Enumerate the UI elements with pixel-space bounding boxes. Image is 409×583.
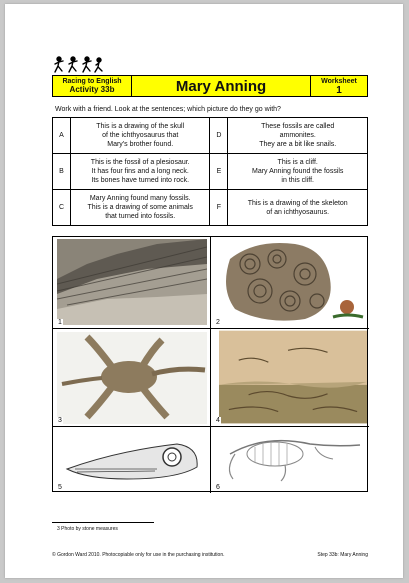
picture-grid bbox=[52, 236, 368, 492]
sentence-table bbox=[52, 117, 368, 226]
plesiosaur-image bbox=[57, 332, 207, 424]
sentence-line: This is the fossil of a plesiosaur. bbox=[90, 159, 190, 166]
picture-sea-scene bbox=[211, 329, 369, 427]
picture-number: 6 bbox=[216, 484, 220, 491]
sentence-line: in this cliff. bbox=[281, 177, 314, 184]
picture-ammonites bbox=[211, 237, 369, 329]
sentence-line: Mary Anning found many fossils. bbox=[89, 195, 191, 202]
instruction-text: Work with a friend. Look at the sentences; which picture do they go with? bbox=[55, 106, 281, 113]
sentence-line: of the ichthyosaurus that bbox=[102, 132, 179, 139]
sentence-text bbox=[228, 190, 368, 226]
sentence-line: These fossils are called bbox=[261, 123, 335, 130]
table-row bbox=[53, 190, 368, 226]
sentence-line: This is a cliff. bbox=[277, 159, 318, 166]
picture-cliff bbox=[53, 237, 211, 329]
sentence-text bbox=[70, 154, 210, 190]
page-title: Mary Anning bbox=[132, 76, 311, 96]
sentence-line: of an ichthyosaurus. bbox=[266, 208, 330, 216]
sentence-text bbox=[70, 118, 210, 154]
cliff-image bbox=[57, 239, 207, 325]
sentence-line: Mary Anning found the fossils bbox=[251, 168, 344, 175]
picture-number: 3 bbox=[58, 417, 62, 424]
worksheet-number: 1 bbox=[336, 85, 342, 96]
course-name: Racing to English bbox=[62, 78, 122, 85]
sea-scene-image bbox=[219, 330, 367, 424]
sentence-letter: C bbox=[53, 190, 71, 226]
sentence-letter: B bbox=[53, 154, 71, 190]
footnote-text: 3 Photo by stone measures bbox=[57, 526, 118, 532]
worksheet-info bbox=[311, 76, 367, 96]
picture-number: 2 bbox=[216, 319, 220, 326]
worksheet-page bbox=[5, 4, 403, 578]
sentence-line: It has four fins and a long neck. bbox=[91, 168, 189, 175]
picture-number: 4 bbox=[216, 417, 220, 424]
running-figures-logo bbox=[53, 56, 103, 74]
copyright-text: © Gordon Ward 2010. Photocopiable only for use in the purchasing institution. bbox=[52, 552, 225, 558]
sentence-line: This is a drawing of the skull bbox=[96, 123, 185, 130]
footer-step-label: Step 33b: Mary Anning bbox=[317, 552, 368, 558]
sentence-letter: E bbox=[210, 154, 228, 190]
page-footer bbox=[52, 552, 368, 558]
skull-image bbox=[57, 429, 207, 491]
footnote-divider bbox=[52, 522, 154, 523]
worksheet-header bbox=[52, 75, 368, 97]
sentence-letter: D bbox=[210, 118, 228, 154]
sentence-text bbox=[228, 154, 368, 190]
sentence-letter: F bbox=[210, 190, 228, 226]
sentence-text bbox=[70, 190, 210, 226]
picture-skeleton bbox=[211, 427, 369, 493]
worksheet-label: Worksheet bbox=[321, 78, 357, 85]
sentence-line: that turned into fossils. bbox=[105, 213, 176, 220]
sentence-text bbox=[228, 118, 368, 154]
table-row bbox=[53, 154, 368, 190]
table-row bbox=[53, 118, 368, 154]
picture-number: 5 bbox=[58, 484, 62, 491]
sentence-letter: A bbox=[53, 118, 71, 154]
ammonites-image bbox=[215, 239, 365, 325]
sentence-line: This is a drawing of some animals bbox=[87, 204, 193, 211]
skeleton-image bbox=[215, 429, 365, 491]
picture-number: 1 bbox=[58, 319, 62, 326]
course-info bbox=[53, 76, 132, 96]
activity-label: Activity 33b bbox=[69, 85, 115, 94]
sentence-line: This is a drawing of the skeleton bbox=[247, 199, 348, 207]
sentence-line: Mary's brother found. bbox=[107, 141, 174, 148]
picture-plesiosaur bbox=[53, 329, 211, 427]
sentence-line: ammonites. bbox=[279, 132, 316, 139]
sentence-line: Its bones have turned into rock. bbox=[91, 177, 190, 184]
sentence-line: They are a bit like snails. bbox=[259, 141, 337, 148]
picture-skull bbox=[53, 427, 211, 493]
